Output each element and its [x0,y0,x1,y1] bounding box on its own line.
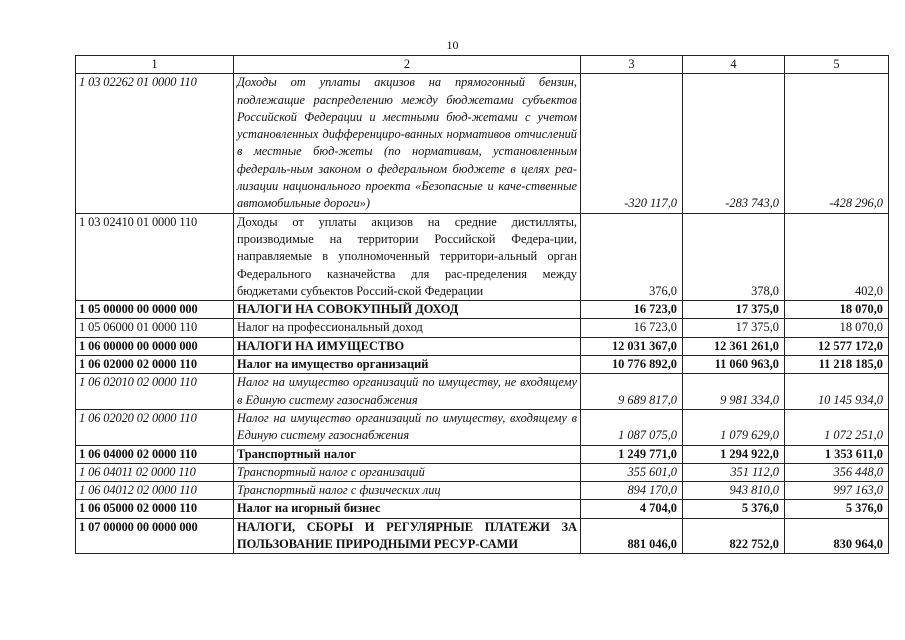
row-code: 1 06 04012 02 0000 110 [76,482,234,500]
table-row [76,213,889,300]
row-code: 1 06 04000 02 0000 110 [76,445,234,463]
row-name: НАЛОГИ, СБОРЫ И РЕГУЛЯРНЫЕ ПЛАТЕЖИ ЗА ПОЛЬЗОВАНИЕ ПРИРОДНЫМИ РЕСУР-САМИ [234,518,581,554]
row-value-col5: 18 070,0 [785,301,889,319]
row-name: Транспортный налог с организаций [234,463,581,481]
row-value-col4: 822 752,0 [683,518,785,554]
row-value-col4: 11 060 963,0 [683,356,785,374]
row-value-col4: -283 743,0 [683,74,785,213]
table-row [76,337,889,355]
row-value-col4: 17 375,0 [683,319,785,337]
table-row [76,518,889,554]
row-value-col3: 1 249 771,0 [581,445,683,463]
row-name: Транспортный налог с физических лиц [234,482,581,500]
table-row [76,74,889,213]
row-name: НАЛОГИ НА ИМУЩЕСТВО [234,337,581,355]
column-header: 4 [683,56,785,74]
row-value-col5: 1 353 611,0 [785,445,889,463]
table-row [76,319,889,337]
table-row [76,445,889,463]
row-value-col4: 1 079 629,0 [683,409,785,445]
row-code: 1 06 04011 02 0000 110 [76,463,234,481]
row-name: Доходы от уплаты акцизов на прямогонный бензин, подлежащие распределению между бюджетами субъектов Российской Федерации и местными бюд-жетами с учетом установленных дифференциро-ванных нормативов отчислений в местные бюд-жеты (по нормативам, установленным федераль-ным законом о федеральном бюджете в целях реа-лизации национального проекта «Безопасные и каче-ственные автомобильные дороги») [234,74,581,213]
row-code: 1 05 00000 00 0000 000 [76,301,234,319]
row-value-col3: 376,0 [581,213,683,300]
row-value-col4: 943 810,0 [683,482,785,500]
row-code: 1 06 02010 02 0000 110 [76,374,234,410]
row-value-col5: 1 072 251,0 [785,409,889,445]
row-value-col3: 9 689 817,0 [581,374,683,410]
row-value-col4: 12 361 261,0 [683,337,785,355]
row-value-col3: 355 601,0 [581,463,683,481]
table-row [76,482,889,500]
row-value-col4: 378,0 [683,213,785,300]
row-code: 1 03 02262 01 0000 110 [76,74,234,213]
row-value-col5: 11 218 185,0 [785,356,889,374]
row-name: Налог на имущество организаций [234,356,581,374]
column-header: 5 [785,56,889,74]
table-row [76,301,889,319]
table-row [76,374,889,410]
column-header: 3 [581,56,683,74]
row-value-col3: 16 723,0 [581,319,683,337]
row-code: 1 06 00000 00 0000 000 [76,337,234,355]
row-code: 1 06 05000 02 0000 110 [76,500,234,518]
row-value-col3: 10 776 892,0 [581,356,683,374]
row-value-col3: 894 170,0 [581,482,683,500]
row-code: 1 03 02410 01 0000 110 [76,213,234,300]
table-header-row [76,56,889,74]
row-name: Доходы от уплаты акцизов на средние дистилляты, производимые на территории Российской Федера-ции, направляемые в уполномоченный территори-альный орган Федерального казначейства для рас-пределения между бюджетами субъектов Россий-ской Федерации [234,213,581,300]
row-value-col5: -428 296,0 [785,74,889,213]
row-value-col5: 356 448,0 [785,463,889,481]
row-value-col5: 12 577 172,0 [785,337,889,355]
row-value-col3: 1 087 075,0 [581,409,683,445]
row-value-col4: 5 376,0 [683,500,785,518]
table-row [76,409,889,445]
table-row [76,356,889,374]
row-name: Транспортный налог [234,445,581,463]
revenue-table [75,55,889,554]
row-value-col5: 402,0 [785,213,889,300]
row-value-col5: 830 964,0 [785,518,889,554]
row-value-col4: 1 294 922,0 [683,445,785,463]
row-code: 1 06 02020 02 0000 110 [76,409,234,445]
row-value-col5: 18 070,0 [785,319,889,337]
page-number: 10 [446,38,459,52]
table-row [76,500,889,518]
row-code: 1 07 00000 00 0000 000 [76,518,234,554]
row-value-col5: 997 163,0 [785,482,889,500]
row-value-col3: 881 046,0 [581,518,683,554]
row-code: 1 06 02000 02 0000 110 [76,356,234,374]
row-value-col4: 351 112,0 [683,463,785,481]
column-header: 2 [234,56,581,74]
row-value-col5: 10 145 934,0 [785,374,889,410]
table-row [76,463,889,481]
row-value-col3: -320 117,0 [581,74,683,213]
row-value-col4: 9 981 334,0 [683,374,785,410]
row-name: Налог на имущество организаций по имуществу, входящему в Единую систему газоснабжения [234,409,581,445]
row-value-col4: 17 375,0 [683,301,785,319]
row-value-col3: 4 704,0 [581,500,683,518]
row-value-col3: 12 031 367,0 [581,337,683,355]
row-name: Налог на имущество организаций по имуществу, не входящему в Единую систему газоснабжения [234,374,581,410]
row-name: Налог на игорный бизнес [234,500,581,518]
column-header: 1 [76,56,234,74]
row-value-col5: 5 376,0 [785,500,889,518]
row-value-col3: 16 723,0 [581,301,683,319]
row-name: НАЛОГИ НА СОВОКУПНЫЙ ДОХОД [234,301,581,319]
row-name: Налог на профессиональный доход [234,319,581,337]
row-code: 1 05 06000 01 0000 110 [76,319,234,337]
